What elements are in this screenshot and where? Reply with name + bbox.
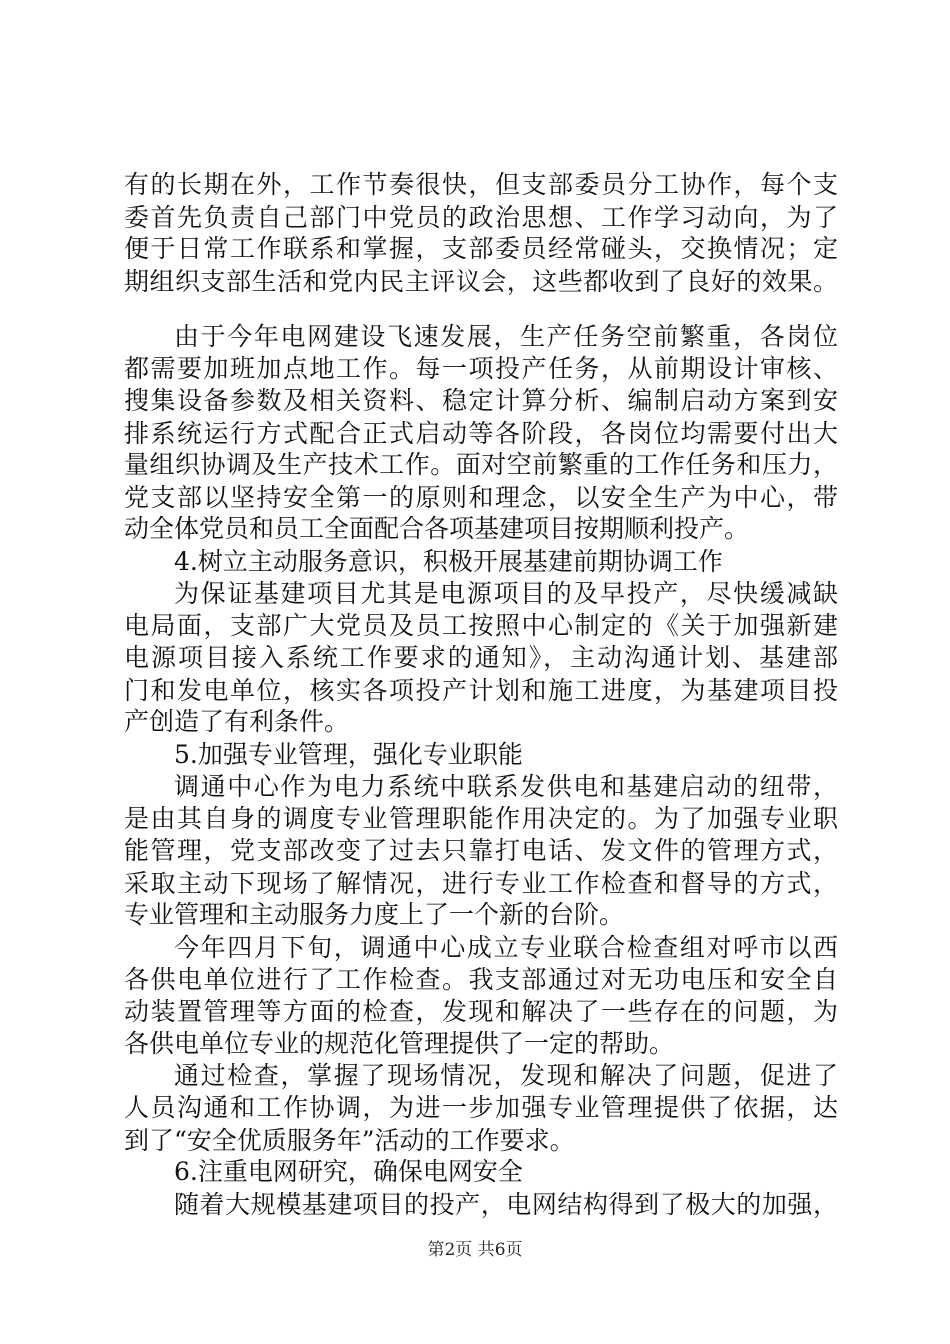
paragraph-line: 今年四月下旬，调通中心成立专业联合检查组对呼市以西 xyxy=(174,933,838,962)
paragraph-line: 都需要加班加点地工作。每一项投产任务，从前期设计审核、 xyxy=(124,354,838,383)
paragraph-line: 电局面，支部广大党员及员工按照中心制定的《关于加强新建 xyxy=(124,611,838,640)
paragraph-line: 由于今年电网建设飞速发展，生产任务空前繁重，各岗位 xyxy=(174,322,838,351)
paragraph-line: 动全体党员和员工全面配合各项基建项目按期顺利投产。 xyxy=(124,514,750,543)
paragraph-line: 动装置管理等方面的检查，发现和解决了一些存在的问题，为 xyxy=(124,997,838,1026)
paragraph-line: 期组织支部生活和党内民主评议会，这些都收到了良好的效果。 xyxy=(124,267,838,296)
paragraph-line: 各供电单位进行了工作检查。我支部通过对无功电压和安全自 xyxy=(124,965,838,994)
section-heading: 4.树立主动服务意识，积极开展基建前期协调工作 xyxy=(174,547,723,576)
paragraph-line: 调通中心作为电力系统中联系发供电和基建启动的纽带， xyxy=(174,772,838,801)
section-heading: 6.注重电网研究，确保电网安全 xyxy=(174,1157,523,1186)
paragraph-line: 各供电单位专业的规范化管理提供了一定的帮助。 xyxy=(124,1029,675,1058)
section-heading: 5.加强专业管理，强化专业职能 xyxy=(174,740,523,769)
paragraph-line: 有的长期在外，工作节奏很快，但支部委员分工协作，每个支 xyxy=(124,170,838,199)
paragraph-line: 党支部以坚持安全第一的原则和理念，以安全生产为中心，带 xyxy=(124,483,838,512)
paragraph-line: 人员沟通和工作协调，为进一步加强专业管理提供了依据，达 xyxy=(124,1093,838,1122)
paragraph-line: 为保证基建项目尤其是电源项目的及早投产，尽快缓减缺 xyxy=(174,579,838,608)
page-footer: 第2页 共6页 xyxy=(427,1240,523,1260)
paragraph-line: 委首先负责自己部门中党员的政治思想、工作学习动向，为了 xyxy=(124,203,838,232)
paragraph-line: 采取主动下现场了解情况，进行专业工作检查和督导的方式， xyxy=(124,869,838,898)
paragraph-line: 排系统运行方式配合正式启动等各阶段，各岗位均需要付出大 xyxy=(124,419,838,448)
paragraph-line: 到了“安全优质服务年”活动的工作要求。 xyxy=(124,1126,575,1155)
paragraph-line: 随着大规模基建项目的投产，电网结构得到了极大的加强， xyxy=(174,1190,838,1219)
paragraph-line: 便于日常工作联系和掌握，支部委员经常碰头，交换情况；定 xyxy=(124,234,838,263)
paragraph-line: 门和发电单位，核实各项投产计划和施工进度，为基建项目投 xyxy=(124,676,838,705)
paragraph-line: 通过检查，掌握了现场情况，发现和解决了问题，促进了 xyxy=(174,1061,838,1090)
paragraph-line: 专业管理和主动服务力度上了一个新的台阶。 xyxy=(124,900,625,929)
paragraph-line: 搜集设备参数及相关资料、稳定计算分析、编制启动方案到安 xyxy=(124,386,838,415)
paragraph-line: 量组织协调及生产技术工作。面对空前繁重的工作任务和压力， xyxy=(124,450,838,479)
paragraph-line: 是由其自身的调度专业管理职能作用决定的。为了加强专业职 xyxy=(124,804,838,833)
paragraph-line: 能管理，党支部改变了过去只靠打电话、发文件的管理方式， xyxy=(124,836,838,865)
paragraph-line: 产创造了有利条件。 xyxy=(124,707,350,736)
paragraph-line: 电源项目接入系统工作要求的通知》，主动沟通计划、基建部 xyxy=(124,643,838,672)
